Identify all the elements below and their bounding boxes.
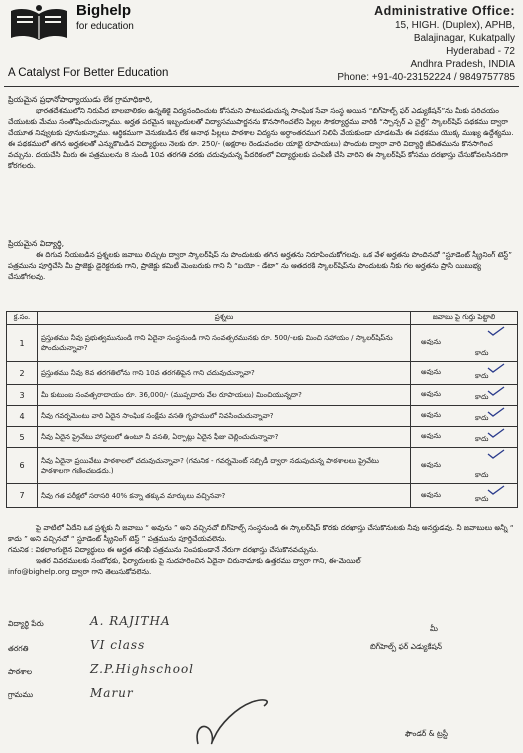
checkmark-icon (487, 485, 505, 495)
class-value[interactable]: VI class (90, 638, 146, 652)
header-divider (4, 86, 519, 87)
organization-name: బిగ్‌హెల్ప్ ఫర్ ఎడ్యుకేషన్ (370, 642, 443, 651)
row-question: ప్రస్తుతము నీవు ప్రభుత్వమునుండి గాని ఏదైనా సంస్థనుండి గాని సంవత్సరమునకు రూ. 500/-లకు మించి సహాయం / స్కాలర్‌షిప్‌ను పొందుచున్నావా? (38, 325, 411, 362)
answer-no[interactable]: కాదు (475, 471, 489, 479)
eligibility-table (6, 311, 518, 508)
note-disabled-students: గమనిక : వికలాంగులైన విద్యార్థులు ఈ అర్హత తనిఖీ పత్రమును నింపకుండానే నేరుగా దరఖాస్తు చేసుకొనవచ్చును. (8, 545, 319, 554)
row-question: మీ కుటుంబ సంవత్సరాదాయం రూ. 36,000/- (ముప్పదారు వేల రూపాయలు) మించియున్నదా? (38, 385, 411, 406)
table-row (7, 325, 518, 362)
answer-no[interactable]: కాదు (475, 414, 489, 422)
table-row (7, 484, 518, 508)
col-header-answer: జవాబు పై గుర్తు పెట్టాలి (411, 312, 518, 325)
row-number: 7 (7, 484, 38, 508)
answer-cell[interactable] (411, 448, 518, 484)
letter-to-student (8, 238, 515, 308)
class-label: తరగతి (8, 644, 29, 653)
answer-yes[interactable]: అవును (421, 338, 441, 346)
village-label: గ్రామము (8, 690, 34, 699)
student-name-value[interactable]: A. RAJITHA (90, 614, 171, 628)
row-number: 5 (7, 427, 38, 448)
open-book-logo-icon (8, 4, 70, 42)
closing-text: మీ (430, 624, 438, 633)
notes-section (8, 522, 515, 592)
answer-yes[interactable]: అవును (421, 368, 441, 376)
school-value[interactable]: Z.P.Highschool (90, 662, 195, 676)
office-line: Andhra Pradesh, INDIA (410, 59, 515, 70)
checkmark-icon (487, 326, 505, 336)
table-row (7, 427, 518, 448)
founder-title: ఫౌండర్ & ట్రస్టీ (405, 729, 449, 738)
answer-no[interactable]: కాదు (475, 435, 489, 443)
school-label: పాఠశాల (8, 667, 33, 676)
row-question: ప్రస్తుతము నీవు 8వ తరగతిలోను గాని 10వ తరగతిపైన గాని చదువుచున్నావా? (38, 362, 411, 385)
table-row (7, 385, 518, 406)
answer-no[interactable]: కాదు (475, 349, 489, 357)
answer-cell[interactable] (411, 406, 518, 427)
row-number: 6 (7, 448, 38, 484)
checkmark-icon (487, 407, 505, 417)
village-value[interactable]: Marur (90, 686, 134, 700)
checkmark-icon (487, 449, 505, 459)
paragraph-instructions: ఈ దిగువ నీయబడిన ప్రశ్నలకు జవాబు లిచ్చుట ద్వారా స్కాలర్‌షిప్ ను పొందుటకు తగిన అర్హతను నిరూపించుకోగలవు. ఒక వేళ అర్హతను పొందినచో “స్టూడెంట్ స్క్రీనింగ్ టెస్ట్” పత్రమును పూర్తిచేసి మీ ప్రాజెక్టు డైరెక్టరుకు గాని, ప్రాజెక్టు కమిటీ మెంబరుకు గాని నీ “బయో - డేటా” ను ఆతదరకి స్కాలర్‌షిప్‌ను పొందుటకు నీకు గల అర్హతను ప్రాసి యిబుభ్య చేసుకోగలవు. (8, 250, 512, 281)
answer-no[interactable]: కాదు (475, 372, 489, 380)
row-question: నీవు ఏదైనా ప్రయివేటు పాఠశాలలో చదువుచున్నావా? (గమనిక - గవర్నమెంట్ సబ్సిడీ ద్వారా నడుపుచున్న పాఠశాలలు ప్రైవేటు పాఠశాలగా గణించబడదు.) (38, 448, 411, 484)
answer-cell[interactable] (411, 325, 518, 362)
row-number: 2 (7, 362, 38, 385)
salutation-student: ప్రియమైన విద్యార్థి, (8, 239, 65, 248)
checkmark-icon (487, 363, 505, 373)
answer-cell[interactable] (411, 385, 518, 406)
col-header-number: క్ర.సం. (7, 312, 38, 325)
answer-no[interactable]: కాదు (475, 393, 489, 401)
row-question: నీవు గవర్నమెంటు వారి ఏదైన సాంఘిక సంక్షేమ వసతి గృహములో నివసించుచున్నావా? (38, 406, 411, 427)
office-phone: Phone: +91-40-23152224 / 9849757785 (337, 72, 515, 83)
salutation-headmaster: ప్రియమైన ప్రధానోపాధ్యాయుడు లేక గ్రామాధికారి, (8, 95, 153, 104)
signature-icon (190, 678, 310, 750)
answer-cell[interactable] (411, 427, 518, 448)
note-email: info@bighelp.org ద్వారా గాని తెలుసుకోవలెను. (8, 567, 152, 576)
table-row (7, 448, 518, 484)
row-number: 3 (7, 385, 38, 406)
answer-no[interactable]: కాదు (475, 495, 489, 503)
col-header-questions: ప్రశ్నలు (38, 312, 411, 325)
office-line: 15, HIGH. (Duplex), APHB, (394, 20, 515, 31)
answer-cell[interactable] (411, 362, 518, 385)
answer-yes[interactable]: అవును (421, 490, 441, 499)
answer-yes[interactable]: అవును (421, 432, 441, 440)
table-header-row (7, 312, 518, 325)
paragraph-intro: భారతదేశములోని నిరుపేద బాలబాలికల ఉన్నతికై విద్యనందించుట కోసమని పాటుపడుచున్న సాంఘిక సేవా సంస్థ అయిన “బిగ్‌హెల్ప్ ఫర్ ఎడ్యుకేషన్”ను మీకు పరిచయం చేయుటకు మేము సంతోషించుచున్నాము. అర్హత పరమైన ఇబ్బందులతో విద్యాసముపార్జనను కొనసాగించలేని పిల్లల సౌకర్యార్థము వారికి “స్పాన్సర్ ఎ చైల్డ్” స్కాలర్‌షిప్ పథకము ద్వారా చేయూత నివ్వుటకు పూనుకున్నాము. ఆర్థికముగా వెనుకబడిన లేక అనాథ పిల్లలు పాఠశాల విద్యను అర్థాంతరముగ నిలిపి వేయకుండా చూడటమే ఈ పథకము యొక్క ముఖ్య ఉద్దేశ్యము. ఈ పథకములో తగిన అర్హతలతో ఎన్నుకొబడిన విద్యార్థులు నెలకు రూ. 250/- (అక్షరాల రెండువందల యాభై రూపాయలు) పొందుట ద్వారా వారి విద్యార్థి జీవితమును కొనసాగించ వచ్చును. దయచేసి మీరు ఈ పత్రములను 8 నుండి 10వ తరగతి వరకు చదువుచున్న పేదరికంలో విద్యార్థులకు పంపిణీ చేసి వారిని ఈ స్కాలర్‌షిప్ కోసము దరఖాస్తు చేసుకోవలసినదిగా కోరగలరు. (8, 106, 514, 170)
tagline: A Catalyst For Better Education (8, 67, 169, 79)
student-name-label: విద్యార్థి పేరు (8, 619, 44, 628)
table-row (7, 362, 518, 385)
row-number: 1 (7, 325, 38, 362)
row-question: నీవు ఏదైన ప్రైవేటు హాస్టలులో ఉంటూ నీ వసతి, ఏర్పాట్లు ఏదైన ఫీజు చెల్లించుచున్నావా? (38, 427, 411, 448)
checkmark-icon (487, 428, 505, 438)
office-title: Administrative Office: (374, 4, 515, 18)
answer-yes[interactable]: అవును (421, 460, 441, 469)
answer-yes[interactable]: అవును (421, 411, 441, 419)
office-address (285, 3, 515, 84)
brand-subtitle: for education (76, 21, 134, 32)
letter-to-headmaster (8, 94, 515, 212)
office-line: Hyderabad - 72 (446, 46, 515, 57)
answer-yes[interactable]: అవును (421, 390, 441, 398)
office-line: Balajinagar, Kukatpally (413, 33, 515, 44)
row-number: 4 (7, 406, 38, 427)
answer-cell[interactable] (411, 484, 518, 508)
brand-name: Bighelp (76, 2, 131, 19)
table-row (7, 406, 518, 427)
checkmark-icon (487, 386, 505, 396)
note-contact: ఇతర వివరములకు సంబోధకు, ఫిర్యాదులకు పై నుదహరించిన ఏదైనా చిరునామాకు ఉత్తరము ద్వారా గాని, ఈ-మెయిల్ (36, 556, 361, 565)
row-question: నీవు గత పరీక్షలో సరాసరి 40% కన్నా తక్కువ మార్కులు వచ్చినవా? (38, 484, 411, 508)
note-eligibility: పై వాటిలో ఏదేని ఒక ప్రశ్నకు నీ జవాబు “ అవును ” అని వచ్చినచో బిగ్‌హెల్ప్ సంస్థనుండి ఈ స్కాలర్‌షిప్ కొరకు దరఖాస్తు చేసుకొనుటకు నీవు అనర్హుడవు. నీ జవాబులు అన్నీ “ కాదు ” అని వచ్చినచో “ స్టూడెంట్ స్క్రీనింగ్ టెస్ట్ ” పత్రమును పూర్తిచేయవలెను. (8, 523, 514, 543)
